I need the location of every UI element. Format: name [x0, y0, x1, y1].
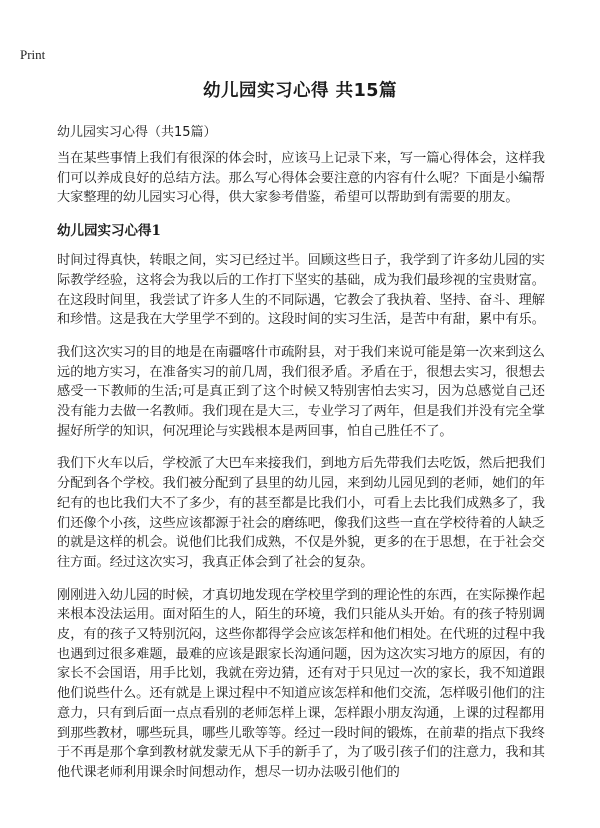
- intro-paragraph: 当在某些事情上我们有很深的体会时，应该马上记录下来，写一篇心得体会，这样我们可以养成良好的总结方法。那么写心得体会要注意的内容有什么呢？下面是小编帮大家整理的幼儿园实习心得，供大家参考借鉴，希望可以帮助到有需要的朋友。: [57, 151, 545, 206]
- page-title: 幼儿园实习心得 共15篇: [203, 81, 397, 101]
- body-paragraph: 我们这次实习的目的地是在南疆喀什市疏附县，对于我们来说可能是第一次来到这么远的地方实习，在准备实习的前几周，我们很矛盾。矛盾在于，很想去实习，很想去感受一下教师的生活;可是真正到了这个时候又特别害怕去实习，因为总感觉自己还没有能力去做一名教师。我们现在是大三，专业学习了两年，但是我们并没有完全掌握好所学的知识，何况理论与实践根本是两回事，怕自己胜任不了。: [57, 344, 545, 439]
- body-paragraph: 时间过得真快，转眼之间，实习已经过半。回顾这些日子，我学到了许多幼儿园的实际教学经验，这将会为我以后的工作打下坚实的基础，成为我们最珍视的宝贵财富。在这段时间里，我尝试了许多人生的不同际遇，它教会了我执着、坚持、奋斗、理解和珍惜。这是我在大学里学不到的。这段时间的实习生活，是苦中有甜，累中有乐。: [57, 253, 545, 328]
- body-paragraph: 我们下火车以后，学校派了大巴车来接我们，到地方后先带我们去吃饭，然后把我们分配到各个学校。我们被分配到了县里的幼儿园，来到幼儿园见到的老师，她们的年纪有的也比我们大不了多少，有的甚至都是比我们小，可看上去比我们成熟多了，我们还像个小孩，这些应该都源于社会的磨练吧，像我们这些一直在学校待着的人缺乏的就是这样的机会。说他们比我们成熟，不仅是外貌，更多的在于思想，在于社会交往方面。经过这次实习，我真正体会到了社会的复杂。: [57, 456, 545, 570]
- section-heading: 幼儿园实习心得1: [57, 223, 161, 240]
- print-link[interactable]: Print: [20, 47, 46, 62]
- document-body: [57, 149, 545, 796]
- body-paragraph: 刚刚进入幼儿园的时候，才真切地发现在学校里学到的理论性的东西，在实际操作起来根本没法运用。面对陌生的人，陌生的环境，我们只能从头开始。有的孩子特别调皮，有的孩子又特别沉闷，这些你都得学会应该怎样和他们相处。在代班的过程中我也遇到过很多难题，最难的应该是跟家长沟通问题，因为这次实习地方的原因，有的家长不会国语，用手比划，我就在旁边猜，还有对于只见过一次的家长，我不知道跟他们说些什么。还有就是上课过程中不知道应该怎样和他们交流，怎样吸引他们的注意力，只有到后面一点点看别的老师怎样上课，怎样跟小朋友沟通，上课的过程都用到那些教材，哪些玩具，哪些儿歌等等。经过一段时间的锻炼，在前辈的指点下我终于不再是那个拿到教材就发蒙无从下手的新手了，为了吸引孩子们的注意力，我和其他代课老师利用课余时间想动作，想尽一切办法吸引他们的: [57, 587, 545, 780]
- document-subtitle: 幼儿园实习心得（共15篇）: [57, 125, 217, 140]
